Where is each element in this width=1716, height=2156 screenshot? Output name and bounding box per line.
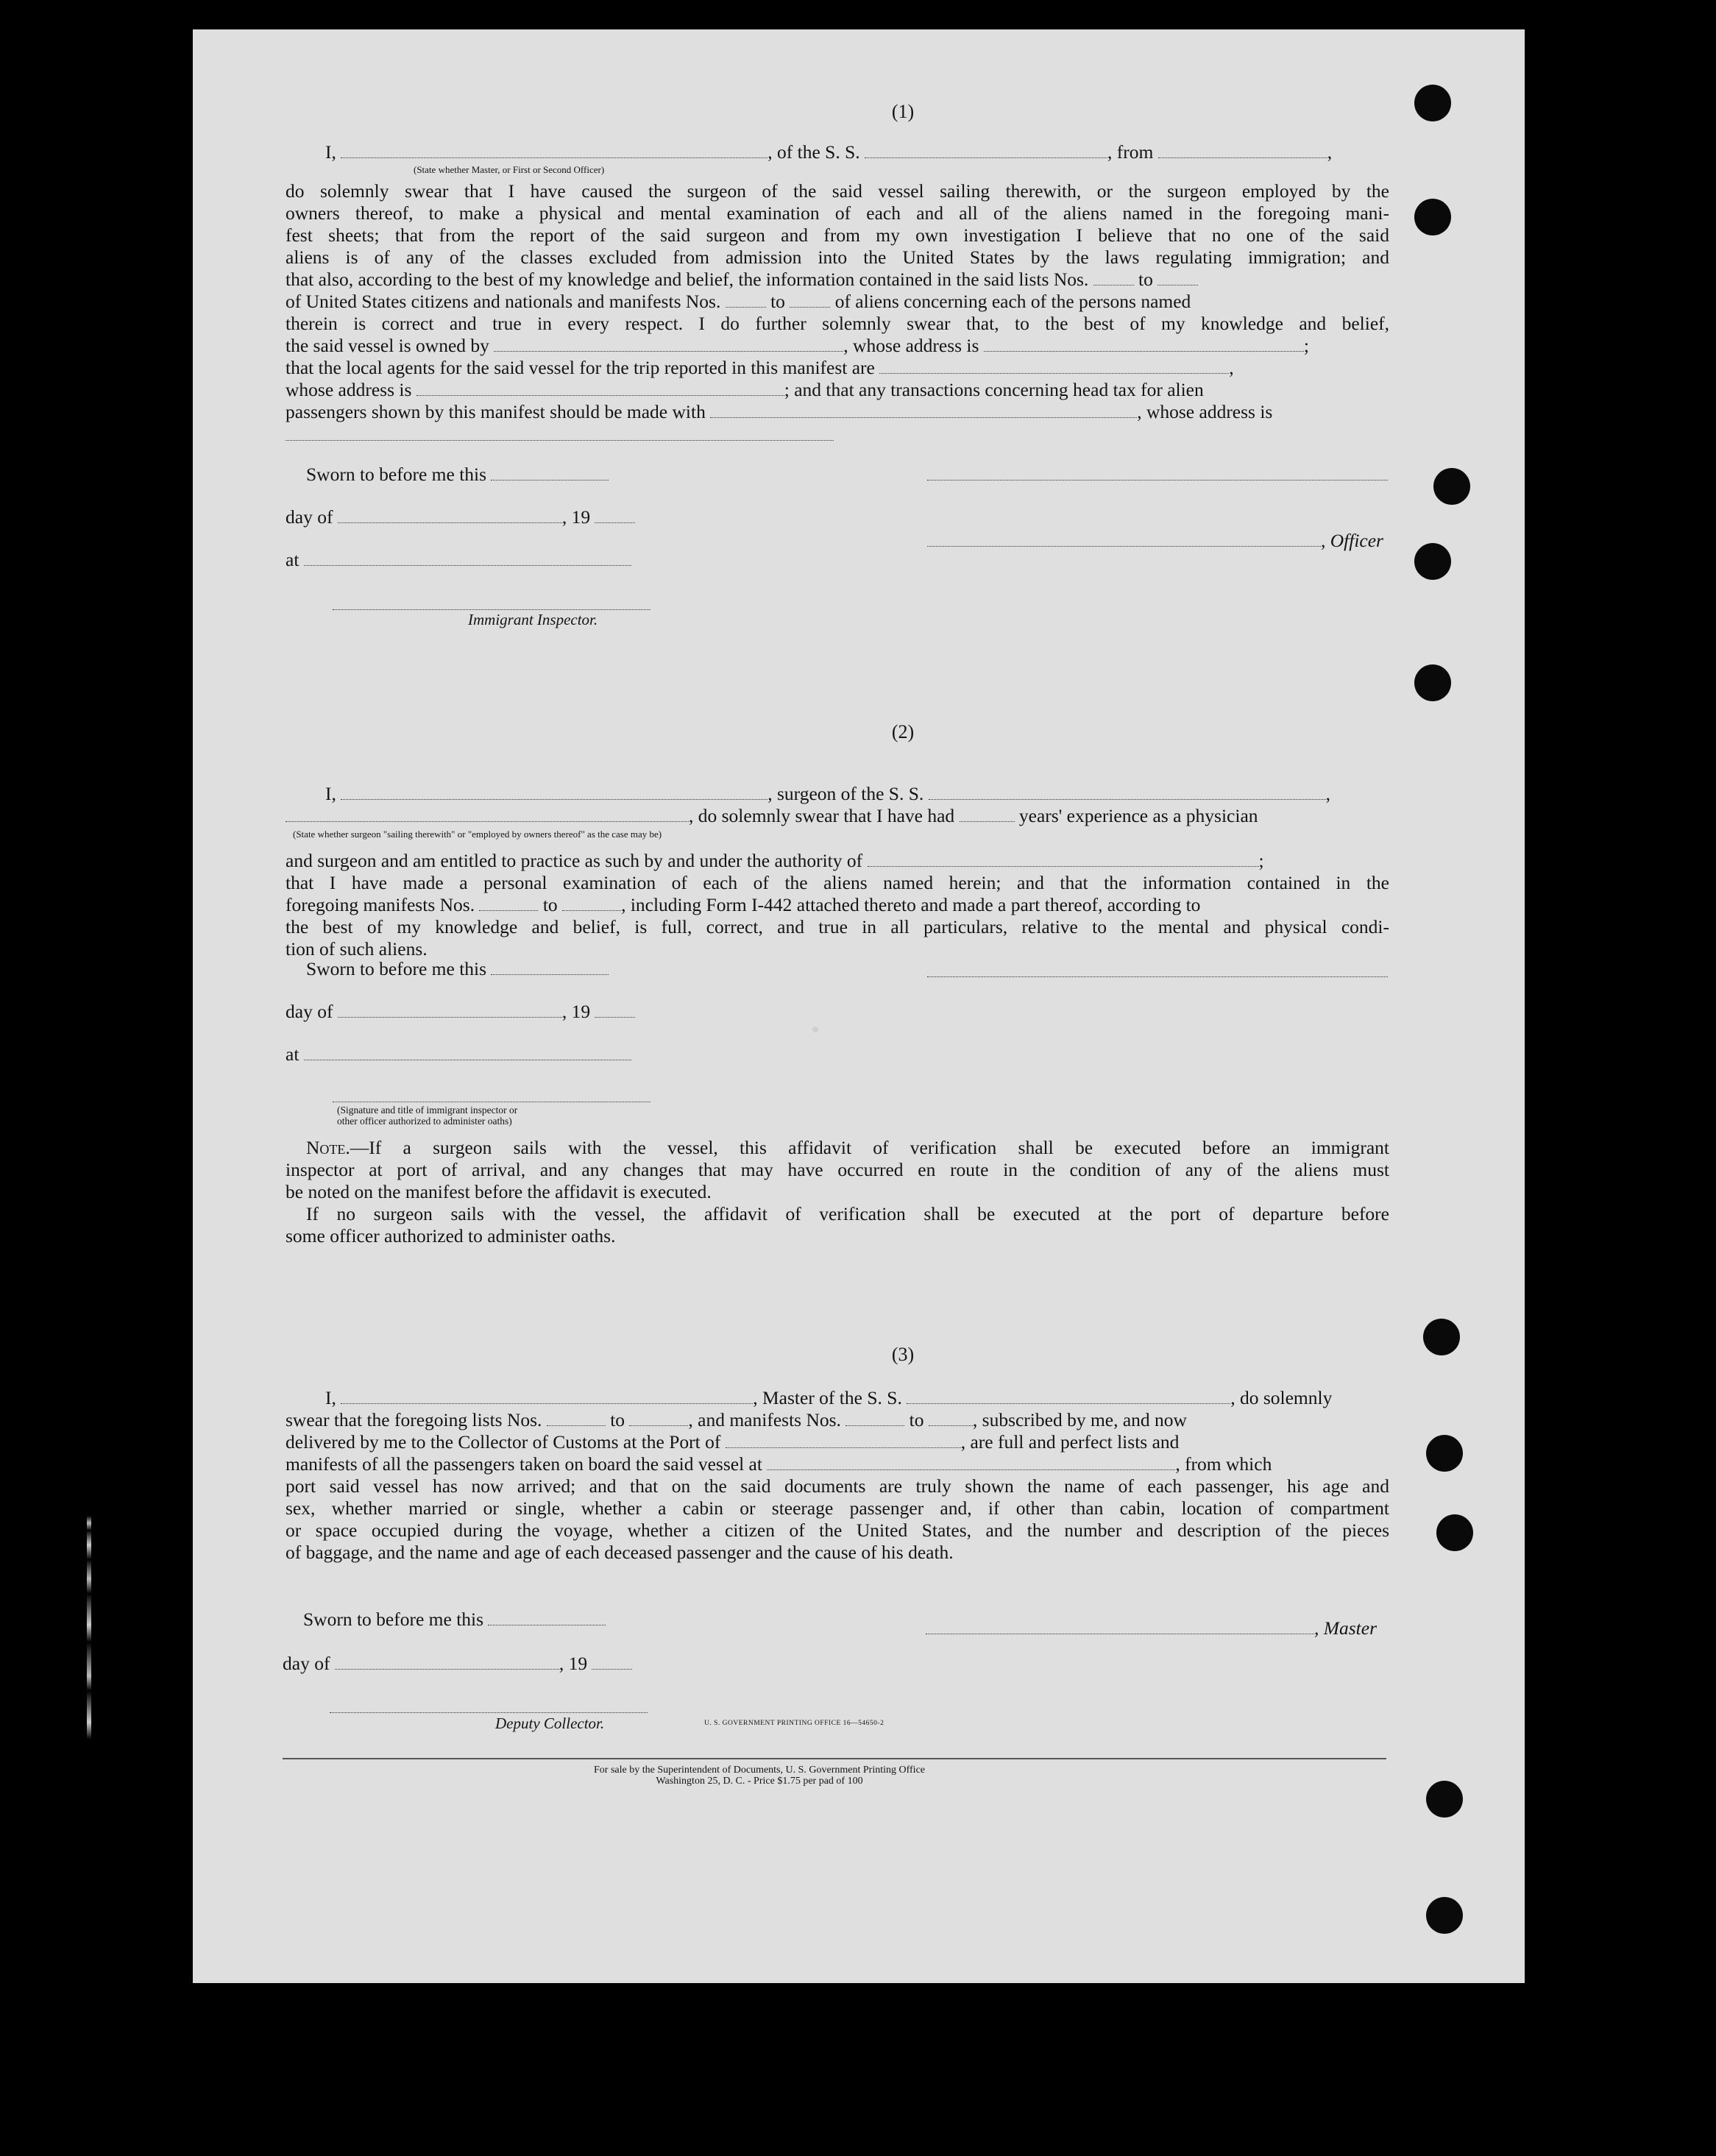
sec2-line-2: , do solemnly swear that I have had years' experience as a physician	[286, 805, 1411, 827]
officer-name-line[interactable]	[927, 480, 1388, 481]
owner-address-field[interactable]	[984, 336, 1304, 352]
sec1-line-4: fest sheets; that from the report of the said surgeon and from my own investigation I believe that no one of the said	[286, 224, 1389, 246]
sec3-line-2: swear that the foregoing lists Nos. to , and manifests Nos. to , subscribed by me, and now	[286, 1409, 1187, 1430]
sec1-sworn-line: Sworn to before me this	[306, 464, 609, 486]
sale-notice: For sale by the Superintendent of Documents, U. S. Government Printing Office Washington 25, D. C. - Price $1.75 per pad of 100	[594, 1765, 925, 1787]
sec3-lists-to-field[interactable]	[629, 1411, 688, 1426]
sec2-month-field[interactable]	[338, 1002, 562, 1018]
sec1-month-field[interactable]	[338, 508, 562, 523]
form-page	[193, 29, 1525, 1983]
note-line-3: be noted on the manifest before the affidavit is executed.	[286, 1181, 712, 1202]
sec1-line-11: whose address is ; and that any transactions concerning head tax for alien	[286, 379, 1204, 400]
authority-field[interactable]	[868, 851, 1259, 867]
sec1-line-10: that the local agents for the said vessel for the trip reported in this manifest are ,	[286, 357, 1234, 378]
master-signature-field[interactable]	[926, 1619, 1314, 1634]
sec3-line-8: of baggage, and the name and age of each deceased passenger and the cause of his death.	[286, 1542, 954, 1563]
sec1-line-5: aliens is of any of the classes excluded from admission into the United States by the laws regulating immigration; and	[286, 247, 1389, 268]
sec3-line-6: sex, whether married or single, whether a cabin or steerage passenger and, if other than cabin, location of compartment	[286, 1497, 1389, 1519]
sec2-manifests-from-field[interactable]	[479, 896, 538, 911]
sec3-line-1: I, , Master of the S. S. , do solemnly	[325, 1387, 1333, 1408]
sec2-day-line: day of , 19	[286, 1001, 635, 1023]
inspector-signature-line[interactable]	[333, 609, 650, 610]
sec2-line-6: the best of my knowledge and belief, is full, correct, and true in all particulars, relative to the mental and physical condi-	[286, 916, 1389, 937]
sec2-sworn-line: Sworn to before me this	[306, 958, 609, 980]
sec2-line-5: foregoing manifests Nos. to , including Form I-442 attached thereto and made a part thereof, according to	[286, 894, 1201, 915]
lists-from-field[interactable]	[1093, 270, 1134, 286]
sec3-line-4: manifests of all the passengers taken on board the said vessel at , from which	[286, 1453, 1272, 1475]
sec3-year-field[interactable]	[592, 1654, 632, 1670]
punch-hole	[1414, 85, 1451, 121]
film-scratch	[87, 1516, 91, 1759]
sec1-line-6: that also, according to the best of my knowledge and belief, the information contained in the said lists Nos. to	[286, 269, 1389, 291]
note-line-1: Note.—If a surgeon sails with the vessel, this affidavit of verification shall be executed before an immigrant	[306, 1137, 1389, 1158]
note-line-4: If no surgeon sails with the vessel, the affidavit of verification shall be executed at the port of departure before	[306, 1203, 1389, 1224]
section-3-number: (3)	[891, 1344, 915, 1365]
punch-hole	[1414, 543, 1451, 580]
surgeon-status-caption: (State whether surgeon "sailing therewith" or "employed by owners thereof" as the case may be)	[293, 829, 662, 840]
head-tax-party-field[interactable]	[710, 403, 1137, 418]
master-signature-line: , Master	[926, 1617, 1377, 1639]
section-2-number: (2)	[891, 721, 915, 742]
sec1-place-field[interactable]	[304, 550, 631, 566]
sec2-sworn-day-field[interactable]	[491, 960, 609, 975]
punch-hole	[1436, 1514, 1473, 1551]
manifests-to-field[interactable]	[790, 292, 830, 308]
sec3-line-3: delivered by me to the Collector of Customs at the Port of , are full and perfect lists and	[286, 1431, 1180, 1453]
note-line-2: inspector at port of arrival, and any changes that may have occurred en route in the condition of any of the aliens must	[286, 1159, 1389, 1180]
sec3-line-7: or space occupied during the voyage, whether a citizen of the United States, and the number and description of the pieces	[286, 1520, 1389, 1541]
punch-hole	[1414, 199, 1451, 235]
sec2-signature-caption: (Signature and title of immigrant inspector or other officer authorized to administer oaths)	[337, 1104, 518, 1127]
master-name-field[interactable]	[341, 1389, 753, 1404]
sec1-at-line: at	[286, 549, 631, 571]
sec3-day-line: day of , 19	[283, 1653, 632, 1675]
vessel-name-field[interactable]	[865, 143, 1107, 158]
punch-hole	[1426, 1781, 1463, 1818]
inspector-title: Immigrant Inspector.	[468, 611, 598, 628]
port-from-field[interactable]	[1158, 143, 1327, 158]
sec3-manifests-from-field[interactable]	[845, 1411, 904, 1426]
local-agents-field[interactable]	[879, 358, 1229, 374]
sec2-manifests-to-field[interactable]	[562, 896, 621, 911]
sec3-vessel-field[interactable]	[907, 1389, 1230, 1404]
sec2-line-3: and surgeon and am entitled to practice as such by and under the authority of ;	[286, 850, 1264, 871]
boarding-port-field[interactable]	[767, 1455, 1175, 1470]
officer-signature-field[interactable]	[927, 531, 1321, 547]
sec1-line-2: do solemnly swear that I have caused the surgeon of the said vessel sailing therewith, or the surgeon employed by the	[286, 180, 1389, 202]
vessel-owner-field[interactable]	[494, 336, 843, 352]
scan-speck	[812, 1026, 818, 1032]
sec1-line-1: I, , of the S. S. , from ,	[325, 141, 1333, 163]
surgeon-status-field[interactable]	[286, 806, 689, 822]
officer-rank-field[interactable]	[341, 143, 767, 158]
collector-title: Deputy Collector.	[495, 1714, 605, 1732]
head-tax-address-field[interactable]	[286, 440, 834, 441]
collector-port-field[interactable]	[726, 1433, 961, 1448]
agents-address-field[interactable]	[416, 380, 784, 396]
sec2-vessel-field[interactable]	[929, 784, 1326, 800]
sec1-line-7: of United States citizens and nationals and manifests Nos. to of aliens concerning each of the persons named	[286, 291, 1191, 312]
note-line-5: some officer authorized to administer oaths.	[286, 1225, 616, 1247]
sec3-lists-from-field[interactable]	[547, 1411, 606, 1426]
punch-hole	[1414, 664, 1451, 701]
sec1-line-9: the said vessel is owned by , whose address is ;	[286, 335, 1309, 356]
sec1-sworn-day-field[interactable]	[491, 465, 609, 481]
surgeon-signature-line[interactable]	[927, 976, 1388, 977]
sec1-line-3: owners thereof, to make a physical and mental examination of each and all of the aliens named in the foregoing mani-	[286, 202, 1389, 224]
sec2-line-7: tion of such aliens.	[286, 938, 428, 960]
sec3-month-field[interactable]	[335, 1654, 559, 1670]
collector-signature-line[interactable]	[330, 1712, 648, 1713]
sec1-day-line: day of , 19	[286, 506, 635, 528]
officer-rank-caption: (State whether Master, or First or Second Officer)	[414, 164, 605, 175]
punch-hole	[1426, 1435, 1463, 1472]
punch-hole	[1433, 468, 1470, 505]
sec3-sworn-day-field[interactable]	[488, 1610, 606, 1625]
sec2-line-4: that I have made a personal examination of each of the aliens named herein; and that the information contained in the	[286, 872, 1389, 893]
sec3-line-5: port said vessel has now arrived; and that on the said documents are truly shown the name of each passenger, his age and	[286, 1475, 1389, 1497]
sec2-place-field[interactable]	[304, 1045, 631, 1060]
footer-rule	[283, 1758, 1386, 1759]
punch-hole	[1426, 1897, 1463, 1934]
sec3-manifests-to-field[interactable]	[929, 1411, 973, 1426]
sec1-year-field[interactable]	[595, 508, 635, 523]
surgeon-name-field[interactable]	[341, 784, 767, 800]
years-experience-field[interactable]	[960, 806, 1015, 822]
sec2-year-field[interactable]	[595, 1002, 635, 1018]
lists-to-field[interactable]	[1157, 270, 1198, 286]
manifests-from-field[interactable]	[726, 292, 766, 308]
section-1-number: (1)	[891, 101, 915, 122]
sec1-line-8: therein is correct and true in every respect. I do further solemnly swear that, to the best of my knowledge and belief,	[286, 313, 1389, 334]
sec2-at-line: at	[286, 1043, 631, 1065]
sec2-line-1: I, , surgeon of the S. S. ,	[325, 783, 1331, 804]
gpo-imprint: U. S. GOVERNMENT PRINTING OFFICE 16—54650-2	[704, 1720, 884, 1727]
sec1-line-12: passengers shown by this manifest should be made with , whose address is	[286, 401, 1273, 422]
sec3-sworn-line: Sworn to before me this	[303, 1609, 606, 1631]
punch-hole	[1423, 1319, 1460, 1355]
officer-signature-line: , Officer	[927, 530, 1383, 552]
